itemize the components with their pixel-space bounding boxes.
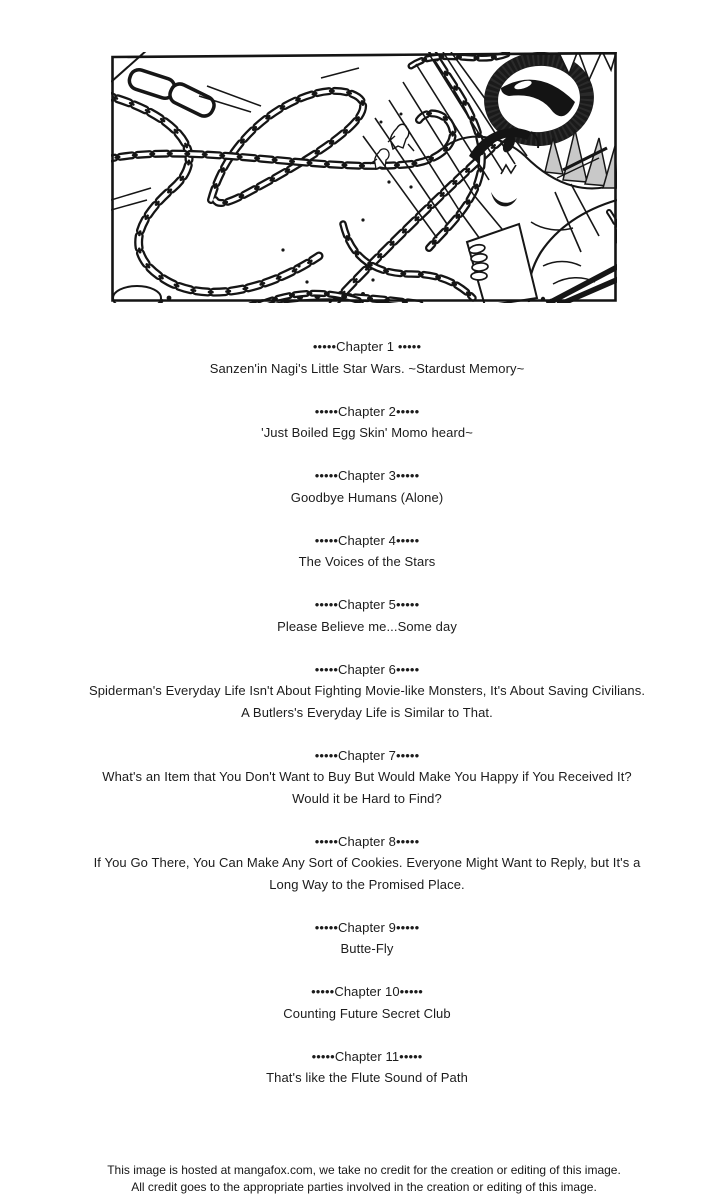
chapter-heading: •••••Chapter 8••••• — [314, 833, 420, 849]
chapter-title: The Voices of the Stars — [298, 554, 436, 569]
chapter-title: Sanzen'in Nagi's Little Star Wars. ~Stardust Memory~ — [209, 360, 525, 376]
chapter-title: A Butlers's Everyday Life is Similar to That. — [241, 704, 493, 720]
chapter-titles — [3, 852, 728, 895]
chapter-heading: •••••Chapter 11••••• — [311, 1048, 423, 1064]
chapter-heading: •••••Chapter 1 ••••• — [312, 339, 422, 354]
chapter-heading: •••••Chapter 6••••• — [314, 661, 420, 677]
chapter-titles — [3, 487, 728, 509]
chapter-entry — [3, 401, 728, 444]
chapter-title: Would it be Hard to Find? — [292, 790, 442, 806]
chapter-titles — [3, 616, 728, 638]
chapter-title: If You Go There, You Can Make Any Sort of Cookies. Everyone Might Want to Reply, but It's a — [93, 855, 641, 870]
chapter-titles — [3, 1067, 728, 1089]
chapter-title: 'Just Boiled Egg Skin' Momo heard~ — [261, 425, 473, 440]
chapter-title: Long Way to the Promised Place. — [269, 876, 465, 892]
chapter-title: Counting Future Secret Club — [283, 1005, 451, 1021]
chapter-heading: •••••Chapter 7••••• — [314, 747, 420, 763]
chapter-titles — [3, 358, 728, 380]
manga-panel-image[interactable] — [111, 52, 617, 303]
footer-line-1: This image is hosted at mangafox.com, we take no credit for the creation or editing of this image. — [107, 1163, 621, 1177]
chapter-title: What's an Item that You Don't Want to Buy But Would Make You Happy if You Received It? — [102, 769, 632, 784]
chapter-entry — [3, 594, 728, 637]
chapter-title: Spiderman's Everyday Life Isn't About Fighting Movie-like Monsters, It's About Saving Civilians. — [88, 683, 646, 698]
chapter-entry — [3, 745, 728, 810]
chapter-heading: •••••Chapter 5••••• — [314, 597, 420, 612]
chapter-titles — [3, 1003, 728, 1025]
chapter-entry — [3, 1046, 728, 1089]
chapter-heading: •••••Chapter 3••••• — [314, 468, 420, 483]
chapter-heading: •••••Chapter 2••••• — [314, 403, 420, 419]
footer-line-2: All credit goes to the appropriate parties involved in the creation or editing of this image. — [131, 1179, 597, 1194]
chapter-entry — [3, 465, 728, 508]
chapter-title: Please Believe me...Some day — [277, 618, 457, 634]
chapter-titles — [3, 766, 728, 809]
chapter-heading: •••••Chapter 4••••• — [314, 532, 420, 548]
chapter-title: Goodbye Humans (Alone) — [290, 489, 444, 505]
manga-panel-drawing — [111, 52, 617, 303]
chapter-title: That's like the Flute Sound of Path — [266, 1070, 468, 1085]
chapter-heading: •••••Chapter 9••••• — [314, 919, 420, 935]
chapter-titles — [3, 422, 728, 444]
chapter-title: Butte-Fly — [340, 941, 394, 956]
chapter-entry — [3, 530, 728, 573]
chapter-entry — [3, 917, 728, 960]
chapter-entry — [3, 831, 728, 896]
chapter-heading: •••••Chapter 10••••• — [311, 984, 423, 999]
chapter-entry — [3, 981, 728, 1024]
chapter-list — [3, 336, 728, 1110]
chapter-entry — [3, 336, 728, 379]
footer-disclaimer — [0, 1162, 728, 1195]
chapter-entry — [3, 659, 728, 724]
chapter-titles — [3, 551, 728, 573]
chapter-titles — [3, 938, 728, 960]
chapter-titles — [3, 680, 728, 723]
